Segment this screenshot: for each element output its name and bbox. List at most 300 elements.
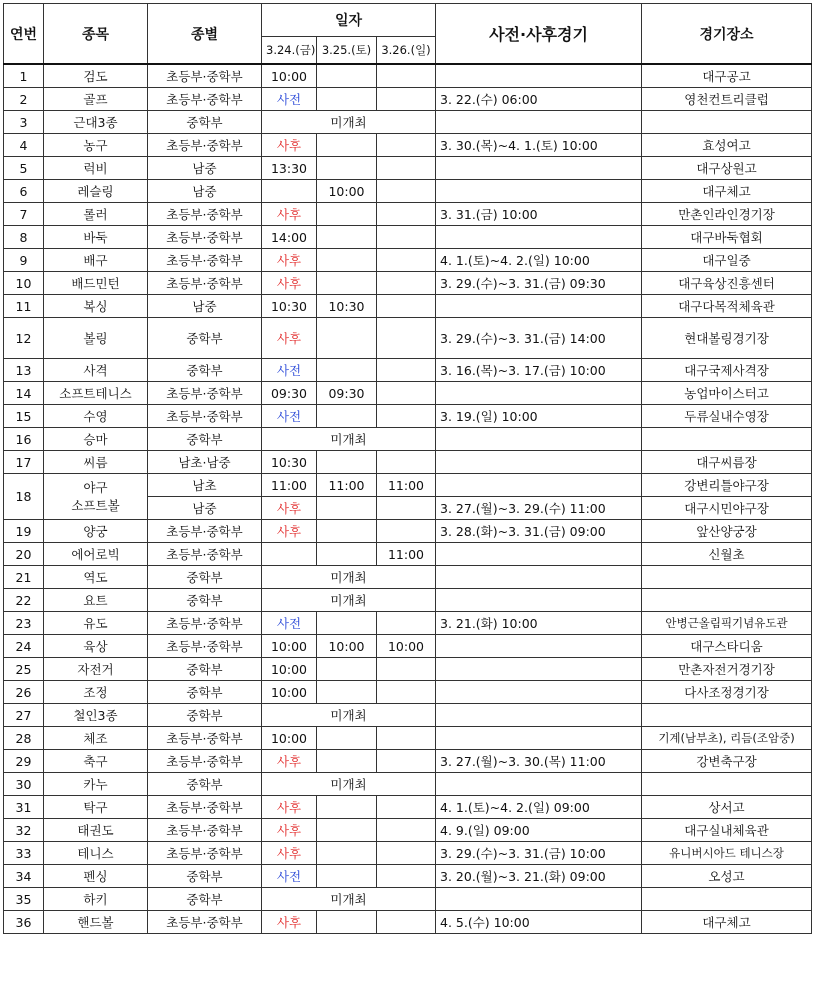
row-sport: 체조 xyxy=(44,727,148,750)
row-date-1: 사전 xyxy=(262,88,317,111)
row-date-3 xyxy=(377,497,436,520)
row-num: 32 xyxy=(4,819,44,842)
row-num: 19 xyxy=(4,520,44,543)
row-sport-line-2: 소프트볼 xyxy=(71,497,120,513)
row-sport: 에어로빅 xyxy=(44,543,148,566)
row-num: 26 xyxy=(4,681,44,704)
row-date-1: 11:00 xyxy=(262,474,317,497)
row-category: 남중 xyxy=(148,497,262,520)
table-row xyxy=(4,111,812,134)
row-not-held: 미개최 xyxy=(262,111,436,134)
row-num: 17 xyxy=(4,451,44,474)
row-date-2: 10:00 xyxy=(317,635,377,658)
row-sport: 요트 xyxy=(44,589,148,612)
row-date-2 xyxy=(317,658,377,681)
row-venue: 강변리틀야구장 xyxy=(642,474,812,497)
row-date-1: 14:00 xyxy=(262,226,317,249)
row-prepost xyxy=(436,727,642,750)
row-venue: 대구체고 xyxy=(642,180,812,203)
row-prepost: 3. 29.(수)~3. 31.(금) 14:00 xyxy=(436,318,642,359)
row-category: 초등부·중학부 xyxy=(148,405,262,428)
table-row xyxy=(4,64,812,88)
header-num: 연번 xyxy=(4,4,44,65)
row-num: 36 xyxy=(4,911,44,934)
row-date-3 xyxy=(377,750,436,773)
table-row xyxy=(4,727,812,750)
row-prepost xyxy=(436,773,642,796)
row-date-1: 10:30 xyxy=(262,451,317,474)
row-venue: 대구국제사격장 xyxy=(642,359,812,382)
row-date-1: 사후 xyxy=(262,272,317,295)
row-prepost xyxy=(436,428,642,451)
table-row xyxy=(4,474,812,497)
row-date-1 xyxy=(262,180,317,203)
row-venue: 신월초 xyxy=(642,543,812,566)
table-row xyxy=(4,520,812,543)
row-date-1: 사후 xyxy=(262,796,317,819)
row-num: 35 xyxy=(4,888,44,911)
row-sport: 소프트테니스 xyxy=(44,382,148,405)
row-date-1: 13:30 xyxy=(262,157,317,180)
header-date-1: 3.24.(금) xyxy=(262,37,317,65)
row-date-3 xyxy=(377,272,436,295)
row-sport: 럭비 xyxy=(44,157,148,180)
row-prepost xyxy=(436,888,642,911)
row-category: 초등부·중학부 xyxy=(148,64,262,88)
row-sport: 검도 xyxy=(44,64,148,88)
row-venue: 두류실내수영장 xyxy=(642,405,812,428)
table-row xyxy=(4,589,812,612)
row-date-1: 사전 xyxy=(262,359,317,382)
table-row xyxy=(4,773,812,796)
row-date-1: 10:00 xyxy=(262,727,317,750)
row-date-3 xyxy=(377,134,436,157)
table-row xyxy=(4,658,812,681)
row-category: 남중 xyxy=(148,180,262,203)
row-sport: 골프 xyxy=(44,88,148,111)
row-venue: 만촌인라인경기장 xyxy=(642,203,812,226)
row-venue: 농업마이스터고 xyxy=(642,382,812,405)
row-date-2 xyxy=(317,226,377,249)
row-sport: 카누 xyxy=(44,773,148,796)
row-venue: 대구씨름장 xyxy=(642,451,812,474)
row-date-1: 사후 xyxy=(262,497,317,520)
row-num: 12 xyxy=(4,318,44,359)
row-date-1: 사후 xyxy=(262,520,317,543)
row-category: 초등부·중학부 xyxy=(148,842,262,865)
row-venue: 대구시민야구장 xyxy=(642,497,812,520)
row-date-1: 사전 xyxy=(262,405,317,428)
row-num: 30 xyxy=(4,773,44,796)
row-category: 초등부·중학부 xyxy=(148,612,262,635)
row-category: 중학부 xyxy=(148,589,262,612)
table-row xyxy=(4,911,812,934)
row-num: 20 xyxy=(4,543,44,566)
row-prepost: 3. 28.(화)~3. 31.(금) 09:00 xyxy=(436,520,642,543)
row-date-1: 사후 xyxy=(262,134,317,157)
table-row xyxy=(4,359,812,382)
row-venue: 대구육상진흥센터 xyxy=(642,272,812,295)
row-prepost: 3. 19.(일) 10:00 xyxy=(436,405,642,428)
row-date-2 xyxy=(317,249,377,272)
row-sport: 근대3종 xyxy=(44,111,148,134)
row-date-3 xyxy=(377,382,436,405)
header-sport: 종목 xyxy=(44,4,148,65)
row-date-3 xyxy=(377,405,436,428)
row-venue xyxy=(642,589,812,612)
table-row xyxy=(4,134,812,157)
row-prepost: 3. 31.(금) 10:00 xyxy=(436,203,642,226)
table-row xyxy=(4,405,812,428)
row-date-2: 11:00 xyxy=(317,474,377,497)
row-sport: 탁구 xyxy=(44,796,148,819)
row-category: 중학부 xyxy=(148,681,262,704)
row-category: 초등부·중학부 xyxy=(148,543,262,566)
row-category: 남중 xyxy=(148,295,262,318)
table-row xyxy=(4,842,812,865)
row-sport: 철인3종 xyxy=(44,704,148,727)
row-prepost: 3. 16.(목)~3. 17.(금) 10:00 xyxy=(436,359,642,382)
row-prepost xyxy=(436,295,642,318)
row-date-3 xyxy=(377,796,436,819)
row-prepost xyxy=(436,157,642,180)
table-row xyxy=(4,428,812,451)
row-date-2 xyxy=(317,451,377,474)
row-date-3 xyxy=(377,911,436,934)
row-sport: 수영 xyxy=(44,405,148,428)
row-prepost xyxy=(436,474,642,497)
table-row xyxy=(4,382,812,405)
row-category: 초등부·중학부 xyxy=(148,819,262,842)
row-venue xyxy=(642,428,812,451)
header-venue: 경기장소 xyxy=(642,4,812,65)
row-date-2 xyxy=(317,612,377,635)
table-row xyxy=(4,203,812,226)
table-row xyxy=(4,226,812,249)
row-date-3 xyxy=(377,727,436,750)
table-row xyxy=(4,819,812,842)
row-date-3 xyxy=(377,865,436,888)
row-prepost xyxy=(436,543,642,566)
row-num: 5 xyxy=(4,157,44,180)
row-num: 14 xyxy=(4,382,44,405)
row-date-3 xyxy=(377,203,436,226)
row-venue xyxy=(642,111,812,134)
row-num: 29 xyxy=(4,750,44,773)
row-num: 2 xyxy=(4,88,44,111)
row-sport: 농구 xyxy=(44,134,148,157)
table-row xyxy=(4,272,812,295)
row-num: 33 xyxy=(4,842,44,865)
row-date-3 xyxy=(377,318,436,359)
row-date-2 xyxy=(317,520,377,543)
row-num: 11 xyxy=(4,295,44,318)
table-row xyxy=(4,865,812,888)
row-sport: 롤러 xyxy=(44,203,148,226)
row-date-2: 10:00 xyxy=(317,180,377,203)
row-category: 초등부·중학부 xyxy=(148,750,262,773)
row-not-held: 미개최 xyxy=(262,773,436,796)
row-prepost xyxy=(436,382,642,405)
row-prepost xyxy=(436,704,642,727)
table-row xyxy=(4,180,812,203)
row-venue xyxy=(642,566,812,589)
table-row xyxy=(4,750,812,773)
row-date-3: 10:00 xyxy=(377,635,436,658)
row-date-2 xyxy=(317,134,377,157)
row-sport xyxy=(44,474,148,520)
row-date-2 xyxy=(317,865,377,888)
row-date-2 xyxy=(317,681,377,704)
row-category: 남중 xyxy=(148,157,262,180)
row-venue: 다사조정경기장 xyxy=(642,681,812,704)
row-category: 남초·남중 xyxy=(148,451,262,474)
row-not-held: 미개최 xyxy=(262,888,436,911)
row-sport: 태권도 xyxy=(44,819,148,842)
row-sport: 볼링 xyxy=(44,318,148,359)
row-num: 8 xyxy=(4,226,44,249)
row-sport: 역도 xyxy=(44,566,148,589)
row-category: 초등부·중학부 xyxy=(148,249,262,272)
row-date-1: 사후 xyxy=(262,750,317,773)
row-category: 중학부 xyxy=(148,658,262,681)
row-prepost xyxy=(436,681,642,704)
row-venue: 오성고 xyxy=(642,865,812,888)
row-date-3 xyxy=(377,451,436,474)
row-category: 초등부·중학부 xyxy=(148,88,262,111)
row-date-3 xyxy=(377,842,436,865)
row-category: 남초 xyxy=(148,474,262,497)
row-date-3 xyxy=(377,520,436,543)
row-prepost: 3. 30.(목)~4. 1.(토) 10:00 xyxy=(436,134,642,157)
row-venue: 대구일중 xyxy=(642,249,812,272)
row-category: 중학부 xyxy=(148,566,262,589)
row-date-1: 사전 xyxy=(262,612,317,635)
table-row xyxy=(4,157,812,180)
row-prepost: 3. 27.(월)~3. 30.(목) 11:00 xyxy=(436,750,642,773)
row-category: 초등부·중학부 xyxy=(148,727,262,750)
row-date-2 xyxy=(317,272,377,295)
table-row xyxy=(4,543,812,566)
row-date-2 xyxy=(317,911,377,934)
row-date-1: 사후 xyxy=(262,842,317,865)
row-sport: 자전거 xyxy=(44,658,148,681)
row-date-1: 사후 xyxy=(262,819,317,842)
row-date-1: 사후 xyxy=(262,203,317,226)
table-row xyxy=(4,635,812,658)
row-prepost xyxy=(436,658,642,681)
row-date-1: 10:00 xyxy=(262,681,317,704)
table-row xyxy=(4,796,812,819)
row-prepost: 3. 29.(수)~3. 31.(금) 10:00 xyxy=(436,842,642,865)
row-date-3 xyxy=(377,180,436,203)
row-num: 22 xyxy=(4,589,44,612)
row-date-1: 사후 xyxy=(262,318,317,359)
row-sport: 레슬링 xyxy=(44,180,148,203)
row-not-held: 미개최 xyxy=(262,428,436,451)
row-num: 18 xyxy=(4,474,44,520)
row-category: 중학부 xyxy=(148,111,262,134)
row-venue: 대구바둑협회 xyxy=(642,226,812,249)
row-num: 6 xyxy=(4,180,44,203)
row-date-1: 10:00 xyxy=(262,635,317,658)
row-date-2: 10:30 xyxy=(317,295,377,318)
row-date-3: 11:00 xyxy=(377,543,436,566)
row-venue xyxy=(642,773,812,796)
row-prepost: 3. 29.(수)~3. 31.(금) 09:30 xyxy=(436,272,642,295)
row-category: 초등부·중학부 xyxy=(148,272,262,295)
row-prepost xyxy=(436,64,642,88)
row-sport: 바둑 xyxy=(44,226,148,249)
table-row xyxy=(4,612,812,635)
row-sport: 펜싱 xyxy=(44,865,148,888)
row-prepost: 3. 27.(월)~3. 29.(수) 11:00 xyxy=(436,497,642,520)
row-sport: 씨름 xyxy=(44,451,148,474)
row-prepost: 4. 9.(일) 09:00 xyxy=(436,819,642,842)
header-date-3: 3.26.(일) xyxy=(377,37,436,65)
table-row xyxy=(4,88,812,111)
row-date-1: 사전 xyxy=(262,865,317,888)
row-sport: 승마 xyxy=(44,428,148,451)
row-category: 중학부 xyxy=(148,318,262,359)
row-sport: 배구 xyxy=(44,249,148,272)
table-row xyxy=(4,295,812,318)
row-num: 21 xyxy=(4,566,44,589)
row-num: 16 xyxy=(4,428,44,451)
row-date-2 xyxy=(317,157,377,180)
row-date-2 xyxy=(317,203,377,226)
row-num: 7 xyxy=(4,203,44,226)
header-date-2: 3.25.(토) xyxy=(317,37,377,65)
row-category: 중학부 xyxy=(148,359,262,382)
header-category: 종별 xyxy=(148,4,262,65)
row-not-held: 미개최 xyxy=(262,589,436,612)
table-row xyxy=(4,451,812,474)
row-category: 초등부·중학부 xyxy=(148,382,262,405)
row-prepost: 3. 22.(수) 06:00 xyxy=(436,88,642,111)
row-date-2 xyxy=(317,405,377,428)
row-venue: 대구상원고 xyxy=(642,157,812,180)
row-prepost: 4. 1.(토)~4. 2.(일) 09:00 xyxy=(436,796,642,819)
row-date-2 xyxy=(317,842,377,865)
row-venue: 현대볼링경기장 xyxy=(642,318,812,359)
row-date-3 xyxy=(377,612,436,635)
row-num: 28 xyxy=(4,727,44,750)
row-category: 초등부·중학부 xyxy=(148,134,262,157)
row-not-held: 미개최 xyxy=(262,566,436,589)
row-date-3 xyxy=(377,359,436,382)
row-sport: 사격 xyxy=(44,359,148,382)
row-date-3 xyxy=(377,681,436,704)
row-category: 중학부 xyxy=(148,428,262,451)
row-date-3 xyxy=(377,157,436,180)
row-sport: 축구 xyxy=(44,750,148,773)
table-row xyxy=(4,704,812,727)
row-date-3 xyxy=(377,88,436,111)
row-venue xyxy=(642,888,812,911)
row-num: 15 xyxy=(4,405,44,428)
row-sport: 핸드볼 xyxy=(44,911,148,934)
row-venue: 대구체고 xyxy=(642,911,812,934)
row-prepost xyxy=(436,635,642,658)
row-date-1 xyxy=(262,543,317,566)
row-prepost xyxy=(436,566,642,589)
row-venue: 대구공고 xyxy=(642,64,812,88)
header-prepost: 사전·사후경기 xyxy=(436,4,642,65)
row-date-2 xyxy=(317,819,377,842)
row-date-2 xyxy=(317,64,377,88)
row-category: 중학부 xyxy=(148,888,262,911)
row-num: 3 xyxy=(4,111,44,134)
row-venue xyxy=(642,704,812,727)
row-sport: 복싱 xyxy=(44,295,148,318)
row-venue: 상서고 xyxy=(642,796,812,819)
row-date-1: 09:30 xyxy=(262,382,317,405)
table-row xyxy=(4,249,812,272)
row-prepost: 3. 20.(월)~3. 21.(화) 09:00 xyxy=(436,865,642,888)
row-date-1: 10:30 xyxy=(262,295,317,318)
row-date-1: 10:00 xyxy=(262,658,317,681)
row-num: 10 xyxy=(4,272,44,295)
row-date-2 xyxy=(317,497,377,520)
row-venue: 유니버시아드 테니스장 xyxy=(642,842,812,865)
row-date-1: 사후 xyxy=(262,911,317,934)
row-prepost xyxy=(436,180,642,203)
row-date-3 xyxy=(377,249,436,272)
row-not-held: 미개최 xyxy=(262,704,436,727)
row-venue: 기계(남부초), 리듬(조암중) xyxy=(642,727,812,750)
row-date-3 xyxy=(377,819,436,842)
row-num: 34 xyxy=(4,865,44,888)
table-row xyxy=(4,566,812,589)
row-date-2 xyxy=(317,543,377,566)
row-date-2 xyxy=(317,359,377,382)
row-venue: 앞산양궁장 xyxy=(642,520,812,543)
row-prepost xyxy=(436,589,642,612)
row-num: 1 xyxy=(4,64,44,88)
row-date-3 xyxy=(377,295,436,318)
row-num: 13 xyxy=(4,359,44,382)
row-prepost xyxy=(436,226,642,249)
row-category: 중학부 xyxy=(148,773,262,796)
row-prepost xyxy=(436,451,642,474)
row-sport: 양궁 xyxy=(44,520,148,543)
row-category: 초등부·중학부 xyxy=(148,520,262,543)
row-sport: 조정 xyxy=(44,681,148,704)
row-num: 27 xyxy=(4,704,44,727)
row-num: 24 xyxy=(4,635,44,658)
row-category: 중학부 xyxy=(148,704,262,727)
row-category: 초등부·중학부 xyxy=(148,635,262,658)
row-date-2 xyxy=(317,727,377,750)
row-prepost: 3. 21.(화) 10:00 xyxy=(436,612,642,635)
row-num: 4 xyxy=(4,134,44,157)
row-date-2 xyxy=(317,750,377,773)
row-venue: 대구다목적체육관 xyxy=(642,295,812,318)
row-date-2 xyxy=(317,796,377,819)
row-sport-line-1: 야구 xyxy=(83,479,108,495)
table-row xyxy=(4,318,812,359)
row-num: 31 xyxy=(4,796,44,819)
row-date-2 xyxy=(317,88,377,111)
row-category: 초등부·중학부 xyxy=(148,203,262,226)
row-venue: 효성여고 xyxy=(642,134,812,157)
row-category: 초등부·중학부 xyxy=(148,226,262,249)
row-num: 9 xyxy=(4,249,44,272)
row-venue: 대구실내체육관 xyxy=(642,819,812,842)
row-venue: 대구스타디움 xyxy=(642,635,812,658)
row-venue: 강변축구장 xyxy=(642,750,812,773)
